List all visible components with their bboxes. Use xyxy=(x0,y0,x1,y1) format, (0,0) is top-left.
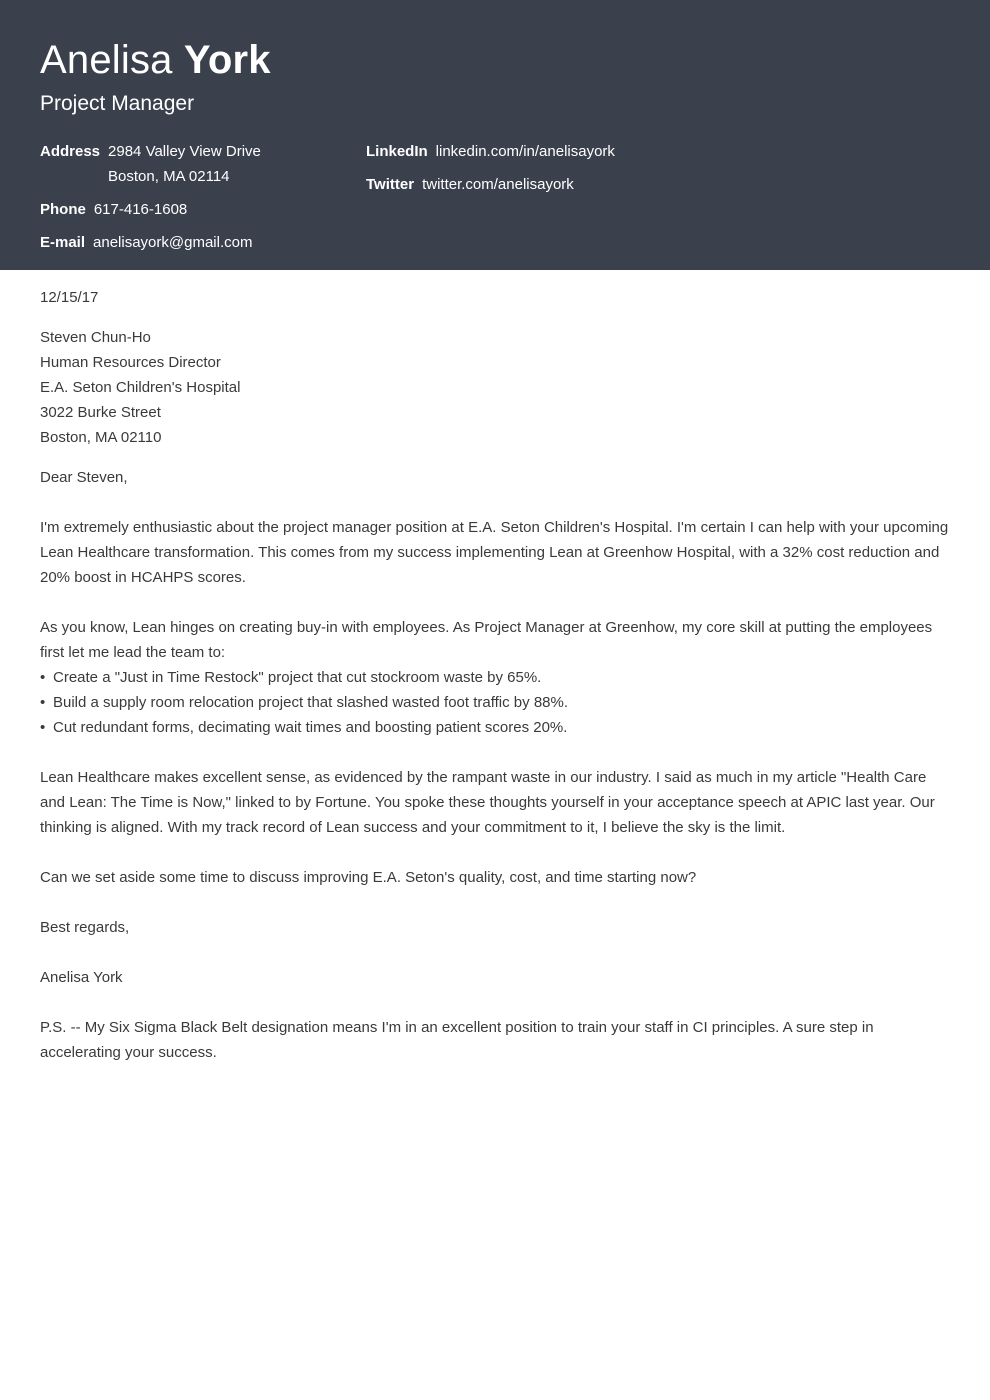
first-name: Anelisa xyxy=(40,38,173,82)
bullet-icon: • xyxy=(40,719,46,736)
recipient-city: Boston, MA 02110 xyxy=(40,429,162,446)
contact-phone xyxy=(40,197,261,222)
list-item xyxy=(40,665,952,690)
achievement-list xyxy=(40,665,952,740)
bullet-icon: • xyxy=(40,694,46,711)
address-line-1: 2984 Valley View Drive xyxy=(108,143,261,160)
list-item-text: Cut redundant forms, decimating wait times and boosting patient scores 20%. xyxy=(53,719,568,736)
list-item-text: Create a "Just in Time Restock" project that cut stockroom waste by 65%. xyxy=(53,669,542,686)
recipient-block xyxy=(40,325,952,450)
twitter-value: twitter.com/anelisayork xyxy=(422,176,574,193)
twitter-label: Twitter xyxy=(366,176,415,193)
contact-address xyxy=(40,139,261,189)
linkedin-label: LinkedIn xyxy=(366,143,428,160)
paragraph-call-to-action: Can we set aside some time to discuss improving E.A. Seton's quality, cost, and time starting now? xyxy=(40,869,697,886)
phone-value: 617-416-1608 xyxy=(93,201,188,218)
contact-linkedin xyxy=(366,139,615,164)
closing: Best regards, xyxy=(40,919,130,936)
recipient-organization: E.A. Seton Children's Hospital xyxy=(40,379,241,396)
contact-email xyxy=(40,230,261,255)
applicant-name xyxy=(40,40,271,80)
phone-label: Phone xyxy=(40,201,86,218)
salutation: Dear Steven, xyxy=(40,469,128,486)
email-label: E-mail xyxy=(40,234,86,251)
resume-header xyxy=(0,0,990,270)
contact-twitter xyxy=(366,172,615,197)
bullet-icon: • xyxy=(40,669,46,686)
list-item-text: Build a supply room relocation project that slashed wasted foot traffic by 88%. xyxy=(53,694,569,711)
letter-body xyxy=(40,285,952,1065)
list-item xyxy=(40,690,952,715)
signature: Anelisa York xyxy=(40,969,123,986)
contact-column-left xyxy=(40,139,261,263)
last-name: York xyxy=(183,38,271,82)
postscript: P.S. -- My Six Sigma Black Belt designation means I'm in an excellent position to train your staff in CI principles. A sure step in accelerating your success. xyxy=(40,1019,874,1061)
recipient-name: Steven Chun-Ho xyxy=(40,329,151,346)
paragraph-intro: I'm extremely enthusiastic about the project manager position at E.A. Seton Children's Hospital. I'm certain I can help with your upcoming Lean Healthcare transformation. This comes from my success implementing Lean at Greenhow Hospital, with a 32% cost reduction and 20% boost in HCAHPS scores. xyxy=(40,519,949,586)
linkedin-value: linkedin.com/in/anelisayork xyxy=(435,143,615,160)
email-value: anelisayork@gmail.com xyxy=(93,234,253,251)
paragraph-alignment: Lean Healthcare makes excellent sense, as evidenced by the rampant waste in our industry. I said as much in my article "Health Care and Lean: The Time is Now," linked to by Fortune. You spoke these thoughts yourself in your acceptance speech at APIC last year. Our thinking is aligned. With my track record of Lean success and your commitment to it, I believe the sky is the limit. xyxy=(40,769,935,836)
contact-column-right xyxy=(366,139,615,205)
job-title: Project Manager xyxy=(40,92,195,115)
letter-date: 12/15/17 xyxy=(40,289,99,306)
address-value xyxy=(108,139,261,189)
recipient-title: Human Resources Director xyxy=(40,354,221,371)
list-item xyxy=(40,715,952,740)
recipient-street: 3022 Burke Street xyxy=(40,404,161,421)
address-label: Address xyxy=(40,143,101,160)
address-line-2: Boston, MA 02114 xyxy=(108,168,230,185)
paragraph-achievements: As you know, Lean hinges on creating buy-in with employees. As Project Manager at Greenhow, my core skill at putting the employees first let me lead the team to: xyxy=(40,619,933,661)
